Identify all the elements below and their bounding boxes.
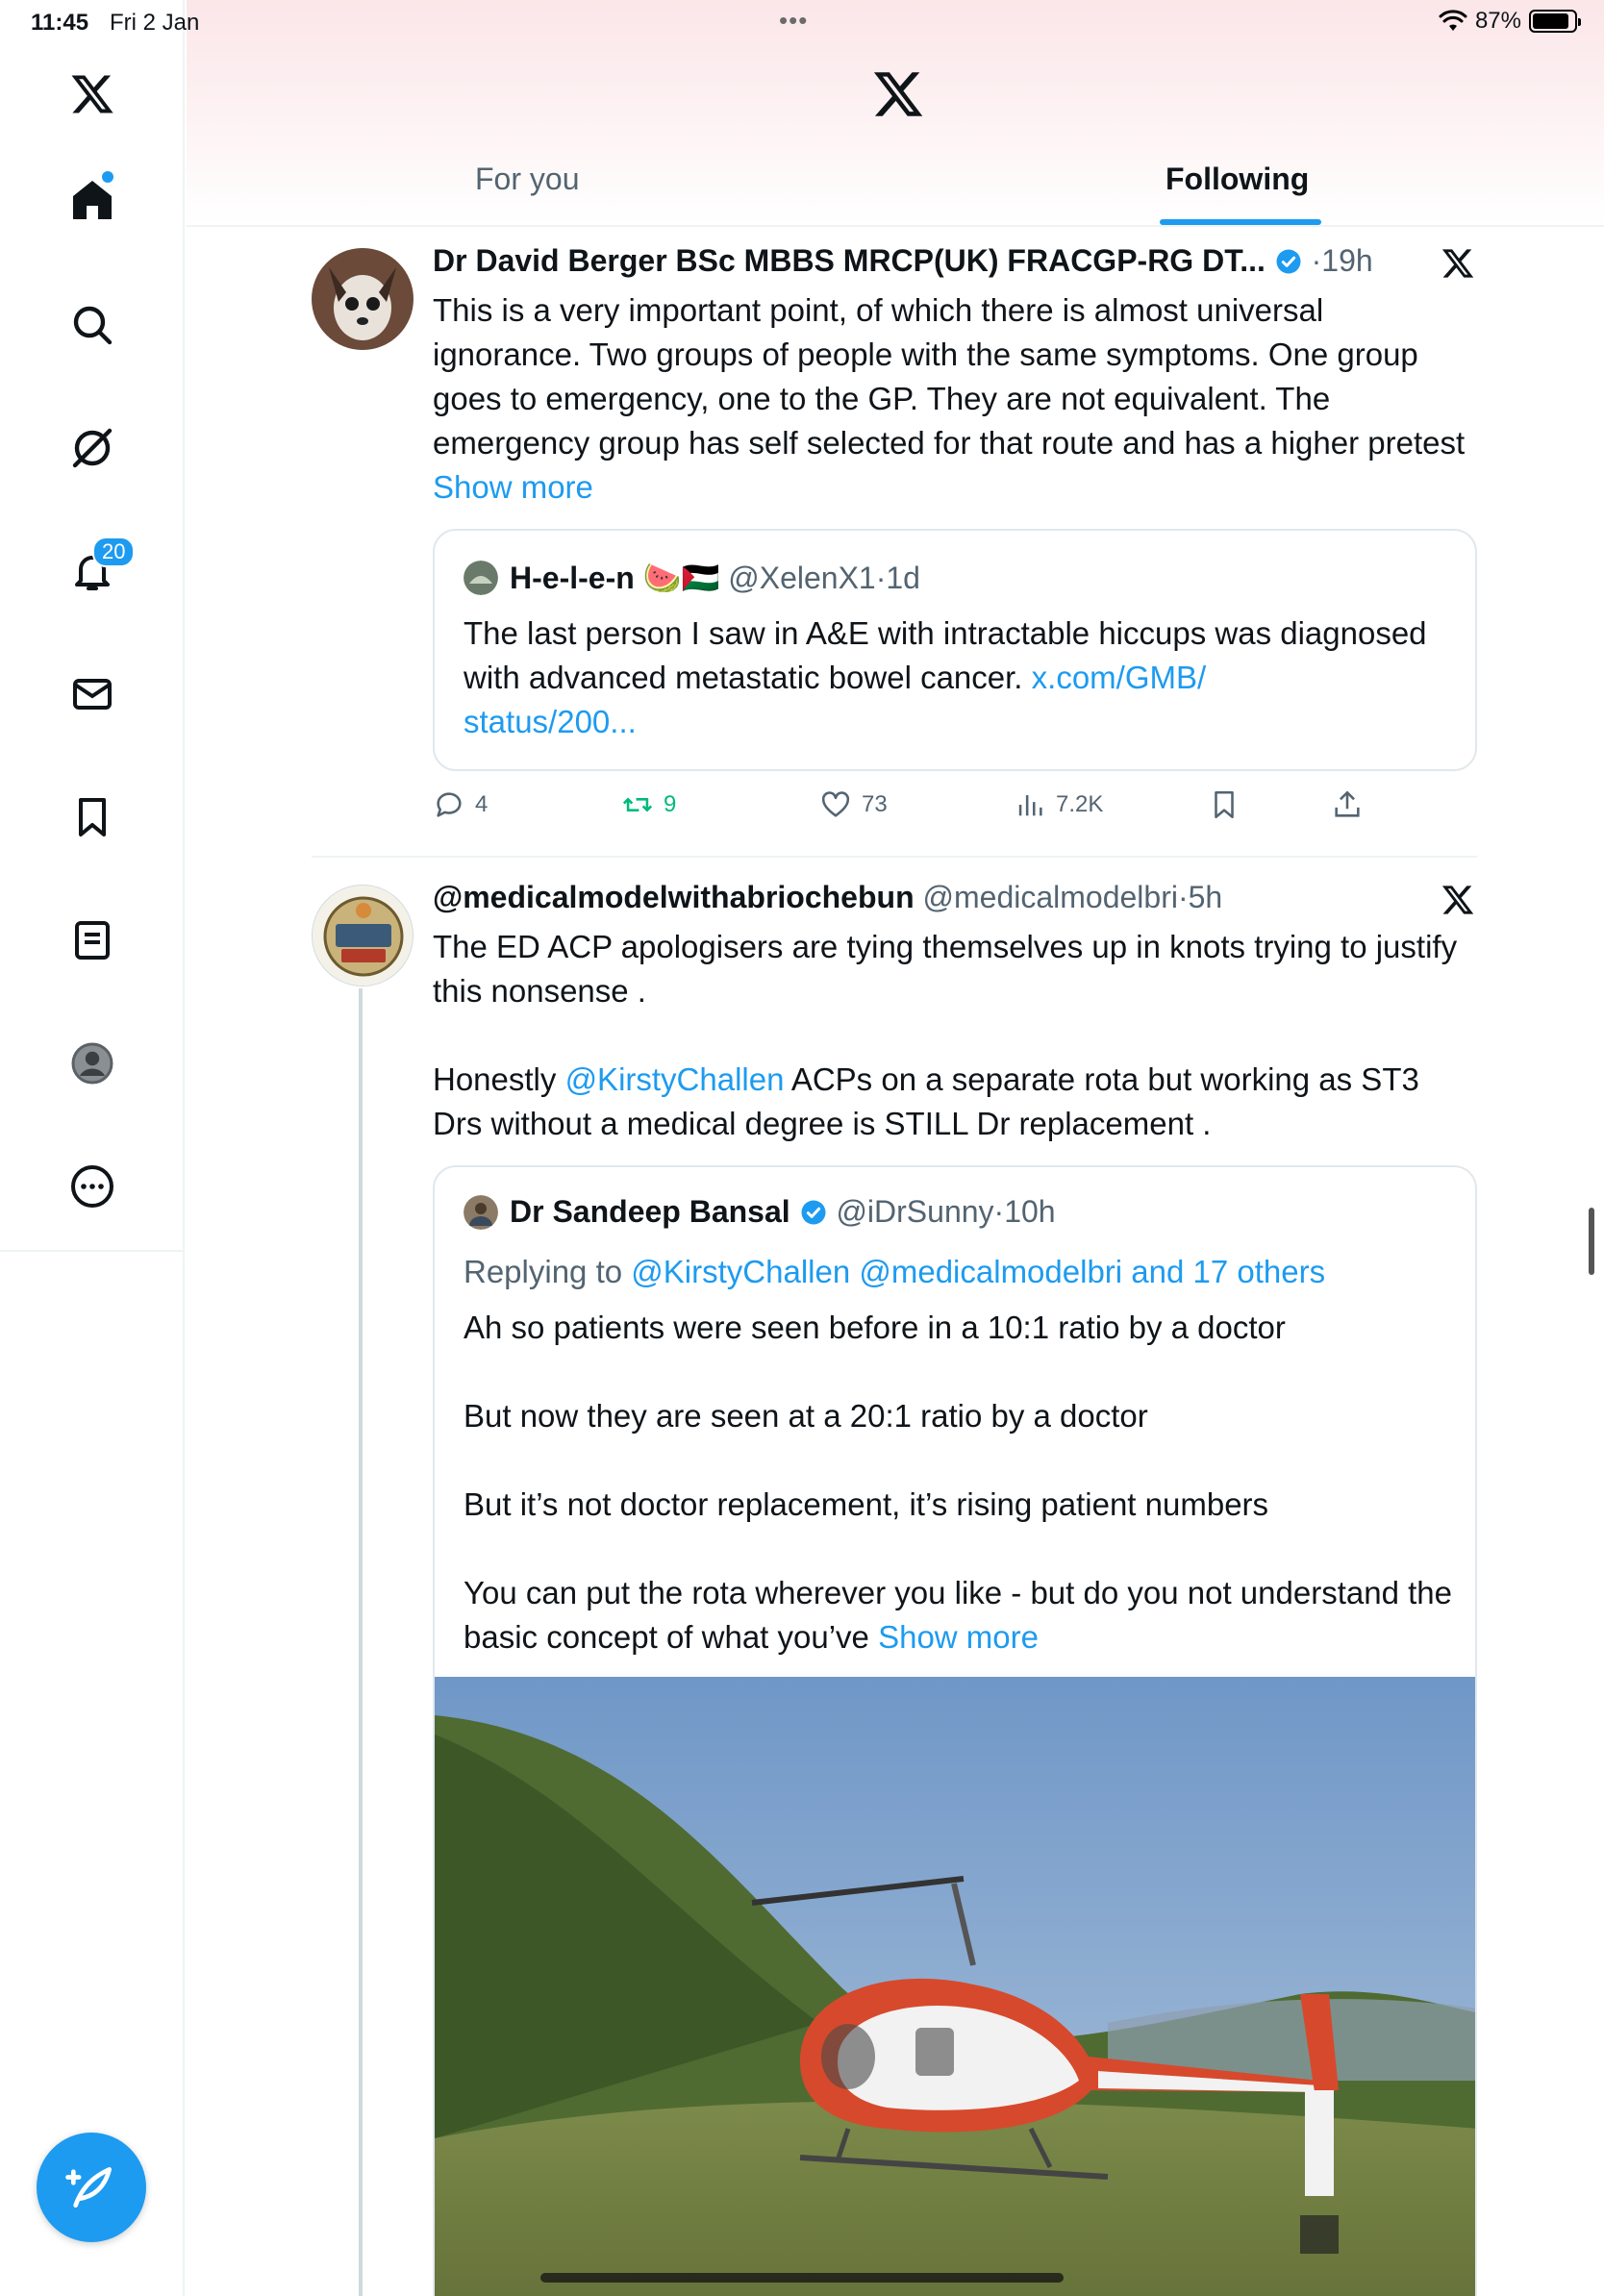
quote-link[interactable]: x.com/GMB/ xyxy=(1031,660,1207,695)
quote-line: You can put the rota wherever you like - but do you not understand the basic concept of what you’ve Show more xyxy=(464,1575,1452,1655)
active-tab-indicator xyxy=(1160,219,1321,225)
compose-feather-icon xyxy=(64,2160,118,2214)
sidebar-item-home[interactable] xyxy=(54,162,131,238)
sidebar-item-grok[interactable] xyxy=(54,410,131,487)
battery-percent: 87% xyxy=(1474,8,1521,34)
helicopter-photo xyxy=(435,1677,1477,2296)
dog-avatar-icon xyxy=(312,248,414,350)
quote-time: 1d xyxy=(886,560,920,595)
quote-text xyxy=(464,1306,1464,1660)
show-more-link[interactable]: Show more xyxy=(433,469,593,505)
quoted-tweet[interactable] xyxy=(433,1165,1477,2296)
bookmark-button[interactable] xyxy=(1208,788,1241,821)
notification-badge: 20 xyxy=(92,537,135,567)
x-logo-icon[interactable] xyxy=(1441,883,1475,917)
battery-icon xyxy=(1529,10,1577,33)
views-chart-icon xyxy=(1014,788,1046,821)
quoted-tweet[interactable] xyxy=(433,529,1477,771)
quote-line: Ah so patients were seen before in a 10:1 ratio by a doctor xyxy=(464,1310,1286,1345)
tweet-text xyxy=(433,288,1471,510)
quote-author-name[interactable]: Dr Sandeep Bansal xyxy=(510,1194,790,1229)
status-right xyxy=(1439,8,1577,35)
tweet-avatar[interactable] xyxy=(312,248,414,350)
sidebar-item-more[interactable] xyxy=(54,1148,131,1225)
status-time: 11:45 xyxy=(31,10,89,36)
author-name[interactable]: Dr David Berger BSc MBBS MRCP(UK) FRACGP-RG DT... xyxy=(433,243,1266,278)
status-bar xyxy=(0,0,1604,46)
multitasking-dots-icon[interactable]: ••• xyxy=(779,6,809,35)
replying-to xyxy=(464,1250,1464,1294)
quote-body: The last person I saw in A&E with intractable hiccups was diagnosed with advanced metastatic bowel cancer. xyxy=(464,615,1427,695)
gmc-badge-avatar-icon xyxy=(313,886,414,986)
quote-media-image[interactable] xyxy=(435,1677,1477,2296)
tweet-body-line: The ED ACP apologisers are tying themselves up in knots trying to justify this nonsense . xyxy=(433,929,1458,1009)
quote-author-emoji: 🍉🇵🇸 xyxy=(642,561,720,595)
tweet-time[interactable]: 5h xyxy=(1188,880,1223,914)
reply-icon xyxy=(433,788,465,821)
mention-link[interactable]: @KirstyChallen xyxy=(564,1061,785,1097)
compose-button[interactable] xyxy=(37,2133,146,2242)
sidebar-item-messages[interactable] xyxy=(54,656,131,733)
show-more-link[interactable]: Show more xyxy=(878,1619,1039,1655)
views-button[interactable] xyxy=(1014,788,1103,821)
repost-count: 9 xyxy=(664,791,677,817)
home-indicator[interactable] xyxy=(540,2273,1064,2283)
views-count: 7.2K xyxy=(1056,791,1104,817)
x-logo-icon[interactable] xyxy=(1441,246,1475,281)
verified-badge-icon xyxy=(1274,247,1303,276)
replying-to-label: Replying to xyxy=(464,1254,623,1289)
like-count: 73 xyxy=(862,791,888,817)
author-name[interactable]: @medicalmodelwithabriochebun xyxy=(433,880,915,914)
tweet-avatar[interactable] xyxy=(312,885,414,986)
envelope-icon xyxy=(69,671,115,717)
status-date: Fri 2 Jan xyxy=(110,10,200,36)
quote-text xyxy=(464,611,1464,744)
heart-icon xyxy=(819,788,852,821)
profile-avatar-icon xyxy=(69,1040,115,1086)
x-logo-icon xyxy=(69,71,115,117)
share-button[interactable] xyxy=(1331,788,1364,821)
reply-button[interactable] xyxy=(433,788,488,821)
sidebar xyxy=(0,0,185,2296)
bookmark-icon xyxy=(69,794,115,840)
scrollbar[interactable] xyxy=(1589,1208,1594,1275)
tweet-body: This is a very important point, of which there is almost universal ignorance. Two groups of people with the same symptoms. One group goes to emergency, one to the GP. They are not equivalent. The emergency group has self selected for that route and has a higher pretest xyxy=(433,292,1466,461)
like-button[interactable] xyxy=(819,788,888,821)
repost-icon xyxy=(621,788,654,821)
repost-button[interactable] xyxy=(621,788,676,821)
wifi-icon xyxy=(1439,10,1467,33)
tweet-time[interactable]: 19h xyxy=(1321,243,1373,278)
sidebar-item-search[interactable] xyxy=(54,287,131,363)
sidebar-divider xyxy=(0,1250,185,1252)
tab-for-you[interactable]: For you xyxy=(475,162,580,196)
bookmark-icon xyxy=(1208,788,1241,821)
reply-count: 4 xyxy=(475,791,489,817)
sidebar-item-profile[interactable] xyxy=(54,1025,131,1102)
grok-icon xyxy=(69,425,115,471)
author-handle[interactable]: @medicalmodelbri xyxy=(922,880,1178,914)
quote-line: But it’s not doctor replacement, it’s rising patient numbers xyxy=(464,1486,1269,1522)
tab-following[interactable]: Following xyxy=(1165,162,1310,196)
sidebar-item-notifications[interactable] xyxy=(54,533,131,610)
quote-avatar[interactable] xyxy=(464,1195,498,1230)
quote-time: 10h xyxy=(1004,1194,1056,1229)
quote-avatar[interactable] xyxy=(464,561,498,595)
quote-line: But now they are seen at a 20:1 ratio by a doctor xyxy=(464,1398,1148,1434)
verified-badge-icon xyxy=(799,1198,828,1227)
home-icon xyxy=(69,177,115,223)
tweet-body-line: Honestly @KirstyChallen ACPs on a separate rota but working as ST3 Drs without a medical degree is STILL Dr replacement . xyxy=(433,1061,1419,1141)
tweet-header: @medicalmodelwithabriochebun @medicalmodelbri·5h xyxy=(433,880,1223,914)
sidebar-item-lists[interactable] xyxy=(54,902,131,979)
thread-line xyxy=(359,988,363,2296)
sidebar-item-bookmarks[interactable] xyxy=(54,779,131,856)
tweet-text xyxy=(433,925,1471,1146)
quote-link-cont[interactable]: status/200... xyxy=(464,704,637,739)
quote-author-name[interactable]: H-e-l-e-n xyxy=(510,560,635,595)
replying-to-users[interactable]: @KirstyChallen @medicalmodelbri and 17 others xyxy=(631,1254,1326,1289)
home-unread-dot xyxy=(102,171,113,183)
quote-header: Dr Sandeep Bansal @iDrSunny · 10h xyxy=(464,1194,1056,1230)
tweet-actions xyxy=(433,788,1433,831)
more-circle-icon xyxy=(69,1163,115,1210)
tweet-header: Dr David Berger BSc MBBS MRCP(UK) FRACGP-RG DT... ·19h xyxy=(433,243,1373,278)
x-logo-icon[interactable] xyxy=(871,67,925,121)
share-icon xyxy=(1331,788,1364,821)
search-icon xyxy=(69,302,115,348)
quote-handle: @XelenX1 xyxy=(728,560,876,595)
sidebar-x-logo[interactable] xyxy=(54,56,131,133)
tweet-divider xyxy=(312,856,1477,858)
list-icon xyxy=(69,917,115,963)
quote-header: H-e-l-e-n 🍉🇵🇸 @XelenX1 · 1d xyxy=(464,560,920,596)
quote-handle: @iDrSunny xyxy=(836,1194,994,1229)
